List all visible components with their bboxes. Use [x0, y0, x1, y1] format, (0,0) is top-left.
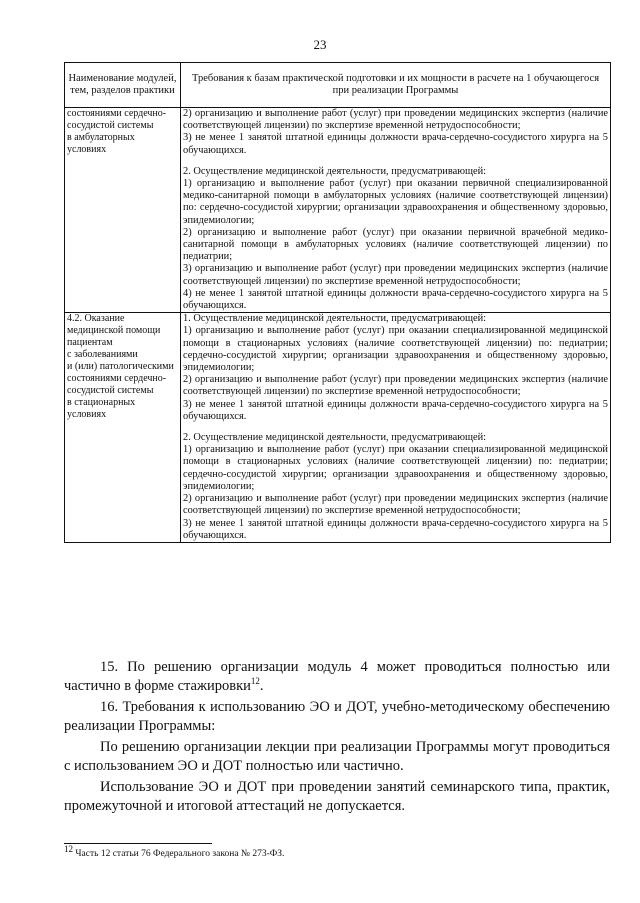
requirement-item: 2) организацию и выполнение работ (услуг) при проведении медицинских экспертиз (наличие соответствующей лицензии) по экспертизе временной нетрудоспособности;: [183, 374, 608, 398]
section-name-line: состояниями сердечно-: [67, 108, 167, 119]
footnote: [64, 844, 610, 860]
requirement-item: 4) не менее 1 занятой штатной единицы должности врача-сердечно-сосудистого хирурга на 5 обучающихся.: [183, 287, 608, 312]
header-modules: Наименование модулей, тем, разделов практики: [65, 63, 181, 108]
body-text: [64, 658, 610, 816]
requirement-item: 2) организацию и выполнение работ (услуг) при оказании первичной врачебной медико-санитарной помощи в амбулаторных условиях (наличие соответствующей лицензии) по педиатрии;: [183, 226, 608, 263]
section-name-line: с заболеваниями: [67, 349, 138, 361]
section-name-line: в амбулаторных: [67, 132, 135, 143]
footnote-number: 12: [64, 844, 73, 854]
section-name-line: пациентам: [67, 337, 113, 349]
section-name-line: медицинской помощи: [67, 325, 161, 337]
section-name-line: и (или) патологическими: [67, 361, 174, 373]
requirements-cell: [181, 313, 611, 543]
requirement-item: 2) организацию и выполнение работ (услуг) при проведении медицинских экспертиз (наличие соответствующей лицензии) по экспертизе временной нетрудоспособности;: [183, 108, 608, 132]
table-row: [65, 108, 611, 313]
section-name-cell: [65, 108, 181, 313]
section-name-line: состояниями сердечно-: [67, 373, 167, 385]
paragraph-16: 16. Требования к использованию ЭО и ДОТ, учебно-методическому обеспечению реализации Программы:: [64, 699, 610, 734]
section-name-line: 4.2. Оказание: [67, 313, 125, 325]
requirement-item: 2. Осуществление медицинской деятельности, предусматривающей:: [183, 432, 487, 444]
block-separator: [183, 157, 608, 166]
requirement-item: 3) не менее 1 занятой штатной единицы должности врача-сердечно-сосудистого хирурга на 5 обучающихся.: [183, 132, 608, 156]
paragraph-16-restrictions: Использование ЭО и ДОТ при проведении занятий семинарского типа, практик, промежуточной и итоговой аттестаций не допускается.: [64, 779, 610, 814]
block-separator: [183, 423, 608, 432]
requirement-item: 1) организацию и выполнение работ (услуг) при оказании первичной специализированной медико-санитарной помощи в амбулаторных условиях (наличие соответствующей лицензии) по: сердечно-сосудистой хирургии; организации здравоохранения и общественному здоровью, эпидемиологии;: [183, 178, 608, 226]
footnote-mark: 12: [250, 676, 260, 687]
section-name-cell: [65, 313, 181, 543]
requirement-item: 1. Осуществление медицинской деятельности, предусматривающей:: [183, 313, 487, 325]
footnote-divider: [64, 843, 212, 844]
page-number: 23: [313, 37, 327, 52]
requirement-item: 3) не менее 1 занятой штатной единицы должности врача-сердечно-сосудистого хирурга на 5 обучающихся.: [183, 398, 608, 422]
requirement-item: 3) организацию и выполнение работ (услуг) при проведении медицинских экспертиз (наличие соответствующей лицензии) по экспертизе временной нетрудоспособности;: [183, 263, 608, 287]
paragraph-15: 15. По решению организации модуль 4 может проводиться полностью или частично в форме стажировки$^{12}$.: [64, 659, 610, 694]
requirement-item: 2) организацию и выполнение работ (услуг) при проведении медицинских экспертиз (наличие соответствующей лицензии) по экспертизе временной нетрудоспособности;: [183, 493, 608, 517]
requirement-item: 1) организацию и выполнение работ (услуг) при оказании специализированной медицинской помощи в стационарных условиях (наличие соответствующей лицензии) по: педиатрии; сердечно-сосудистой хирургии; организации здравоохранения и общественному здоровью, эпидемиологии;: [183, 444, 608, 492]
paragraph-15-text: 15. По решению организации модуль 4 может проводиться полностью или частично в форме стажировки: [64, 659, 610, 694]
table-header-row: [65, 63, 611, 108]
section-name-line: условиях: [67, 409, 107, 421]
requirements-cell: [181, 108, 611, 313]
section-name-line: сосудистой системы: [67, 120, 154, 131]
section-name-line: условиях: [67, 144, 107, 155]
section-name-line: сосудистой системы: [67, 385, 154, 397]
table-row: [65, 313, 611, 543]
requirements-table: [64, 62, 611, 543]
paragraph-16-lectures: По решению организации лекции при реализации Программы могут проводиться с использованием ЭО и ДОТ полностью или частично.: [64, 739, 610, 774]
section-name-line: в стационарных: [67, 397, 136, 409]
requirement-item: 1) организацию и выполнение работ (услуг) при оказании специализированной медицинской помощи в стационарных условиях (наличие соответствующей лицензии) по: педиатрии; сердечно-сосудистой хирургии; организации здравоохранения и общественному здоровью, эпидемиологии;: [183, 325, 608, 374]
requirement-item: 3) не менее 1 занятой штатной единицы должности врача-сердечно-сосудистого хирурга на 5 обучающихся.: [183, 517, 608, 541]
footnote-text: Часть 12 статьи 76 Федерального закона № 273-ФЗ.: [75, 849, 285, 860]
header-requirements: Требования к базам практической подготовки и их мощности в расчете на 1 обучающегося при реализации Программы: [181, 63, 611, 108]
requirement-item: 2. Осуществление медицинской деятельности, предусматривающей:: [183, 165, 487, 177]
